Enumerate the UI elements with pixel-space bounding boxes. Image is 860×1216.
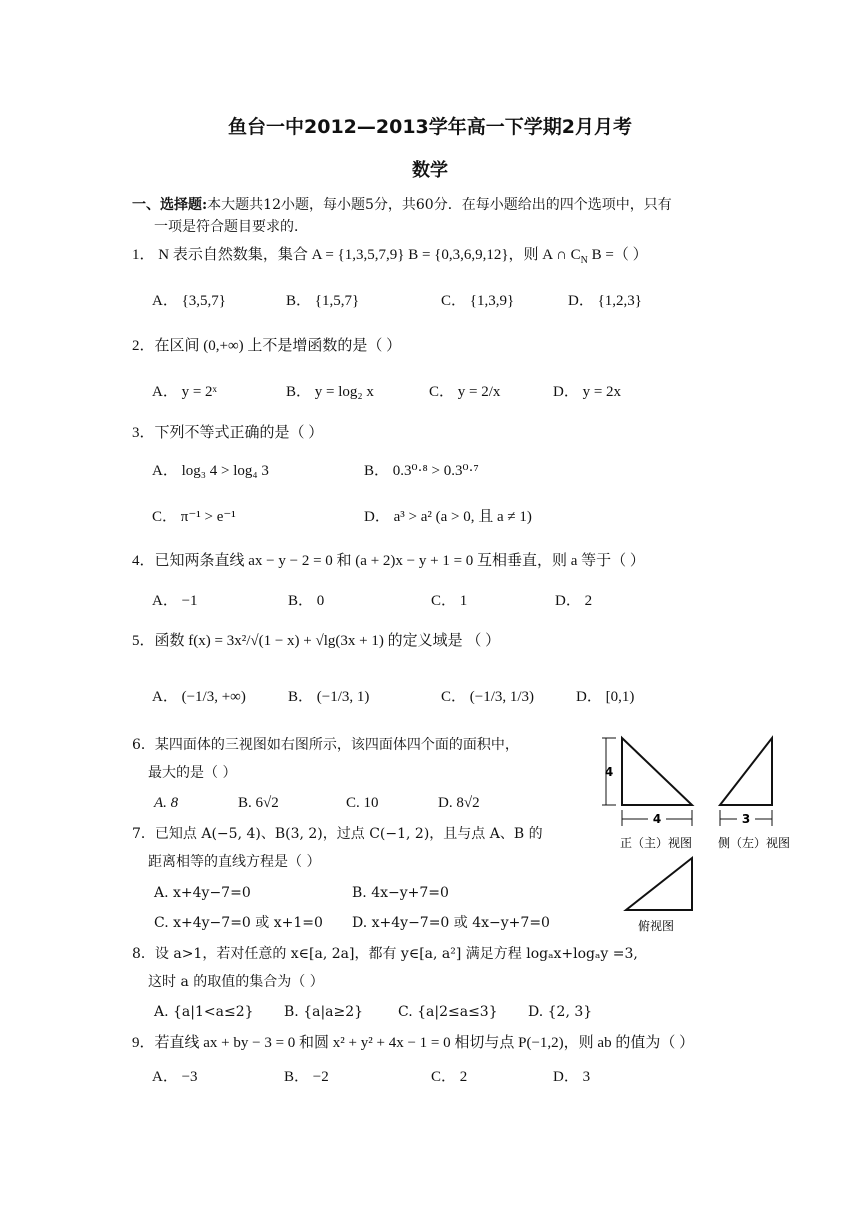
- three-view-figure: [596, 730, 810, 936]
- question-6-stem-line-2: 最大的是（ ）: [148, 765, 237, 781]
- front-view-label: 正（主）视图: [620, 836, 693, 850]
- side-view: [718, 738, 790, 850]
- question-7-stem-line-2: 距离相等的直线方程是（ ）: [148, 854, 321, 870]
- front-height-label: 4: [604, 765, 614, 779]
- question-6-option-d: D. 8√2: [438, 795, 480, 811]
- question-7-option-c: C. x+4y−7=0 或 x+1=0: [154, 915, 323, 931]
- question-8-stem-line-1: 8．设 a>1，若对任意的 x∈[a, 2a]，都有 y∈[a, a²] 满足方程 logₐx+logₐy =3,: [132, 946, 638, 962]
- question-2-option-a: A． y = 2ˣ: [152, 384, 217, 400]
- question-9-option-d: D． 3: [553, 1069, 591, 1085]
- question-6-option-a: A. 8: [154, 795, 179, 811]
- section-heading: 一、选择题:: [132, 197, 208, 213]
- question-6-stem-line-1: 6．某四面体的三视图如右图所示，该四面体四个面的面积中，: [132, 737, 519, 753]
- question-9-stem: 9．若直线 ax + by − 3 = 0 和圆 x² + y² + 4x − 1 = 0 相切与点 P(−1,2)，则 ab 的值为（ ）: [132, 1035, 695, 1051]
- question-5-option-c: C． (−1/3, 1/3): [441, 689, 535, 705]
- section-intro: [132, 196, 672, 214]
- question-7-option-b: B. 4x−y+7=0: [352, 885, 449, 901]
- side-width-label: 3: [741, 812, 751, 826]
- question-4-stem: 4．已知两条直线 ax − y − 2 = 0 和 (a + 2)x − y + 1 = 0 互相垂直，则 a 等于（ ）: [132, 553, 645, 569]
- side-view-label: 侧（左）视图: [718, 836, 791, 850]
- question-3-option-c: C． π⁻¹ > e⁻¹: [152, 509, 236, 525]
- question-2-option-d: D． y = 2x: [553, 384, 622, 400]
- question-8-option-d: D. {2, 3}: [528, 1004, 593, 1020]
- question-1-option-d: D． {1,2,3}: [568, 293, 642, 309]
- question-2-stem: 2．在区间 (0,+∞) 上不是增函数的是（ ）: [132, 338, 402, 354]
- question-4-option-c: C． 1: [431, 593, 468, 609]
- question-1-option-c: C． {1,3,9}: [441, 293, 515, 309]
- question-3-option-b: B． 0.3⁰·⁸ > 0.3⁰·⁷: [364, 463, 479, 479]
- question-5-option-b: B． (−1/3, 1): [288, 689, 370, 705]
- subject-title: 数学: [412, 160, 448, 181]
- question-5-stem: 5．函数 f(x) = 3x²/√(1 − x) + √lg(3x + 1) 的定义域是 （ ）: [132, 633, 501, 649]
- question-3-option-a: A． log₃ 4 > log₄ 3: [152, 463, 269, 479]
- top-view-label: 俯视图: [638, 919, 675, 933]
- front-width-label: 4: [652, 812, 662, 826]
- question-8-option-c: C. {a|2≤a≤3}: [398, 1004, 498, 1020]
- top-view: [626, 858, 692, 933]
- question-8-stem-line-2: 这时 a 的取值的集合为（ ）: [148, 974, 324, 990]
- question-8-option-b: B. {a|a≥2}: [284, 1004, 364, 1020]
- question-3-stem: 3．下列不等式正确的是（ ）: [132, 425, 324, 441]
- question-8-option-a: A. {a|1<a≤2}: [154, 1004, 254, 1020]
- question-2-option-b: B． y = log₂ x: [286, 384, 374, 400]
- question-7-option-a: A. x+4y−7=0: [154, 885, 251, 901]
- question-7-option-d: D. x+4y−7=0 或 4x−y+7=0: [352, 915, 550, 931]
- question-1-stem: 1． N 表示自然数集，集合 A = {1,3,5,7,9} B = {0,3,6,9,12}，则 A ∩ $C_N$ B =（ ）: [132, 247, 648, 266]
- question-9-option-c: C． 2: [431, 1069, 468, 1085]
- question-9-option-b: B． −2: [284, 1069, 329, 1085]
- question-4-option-a: A． −1: [152, 593, 198, 609]
- question-6-option-c: C. 10: [346, 795, 379, 811]
- question-1-option-b: B． {1,5,7}: [286, 293, 360, 309]
- question-4-option-b: B． 0: [288, 593, 325, 609]
- page-title: 鱼台一中2012—2013学年高一下学期2月月考: [228, 116, 632, 138]
- question-2-option-c: C． y = 2/x: [429, 384, 501, 400]
- question-7-stem-line-1: 7．已知点 A(−5, 4)、B(3, 2)，过点 C(−1, 2)，且与点 A、B 的: [132, 826, 543, 842]
- question-9-option-a: A． −3: [152, 1069, 198, 1085]
- front-view: [602, 738, 692, 850]
- question-1-option-a: A． {3,5,7}: [152, 293, 226, 309]
- section-line-2: 一项是符合题目要求的．: [154, 219, 308, 235]
- question-5-option-a: A． (−1/3, +∞): [152, 689, 246, 705]
- question-5-option-d: D． [0,1): [576, 689, 635, 705]
- question-4-option-d: D． 2: [555, 593, 593, 609]
- question-3-option-d: D． a³ > a² (a > 0, 且 a ≠ 1): [364, 509, 532, 525]
- section-line-1: 本大题共12小题，每小题5分，共60分．在每小题给出的四个选项中，只有: [207, 197, 672, 213]
- question-6-option-b: B. 6√2: [238, 795, 279, 811]
